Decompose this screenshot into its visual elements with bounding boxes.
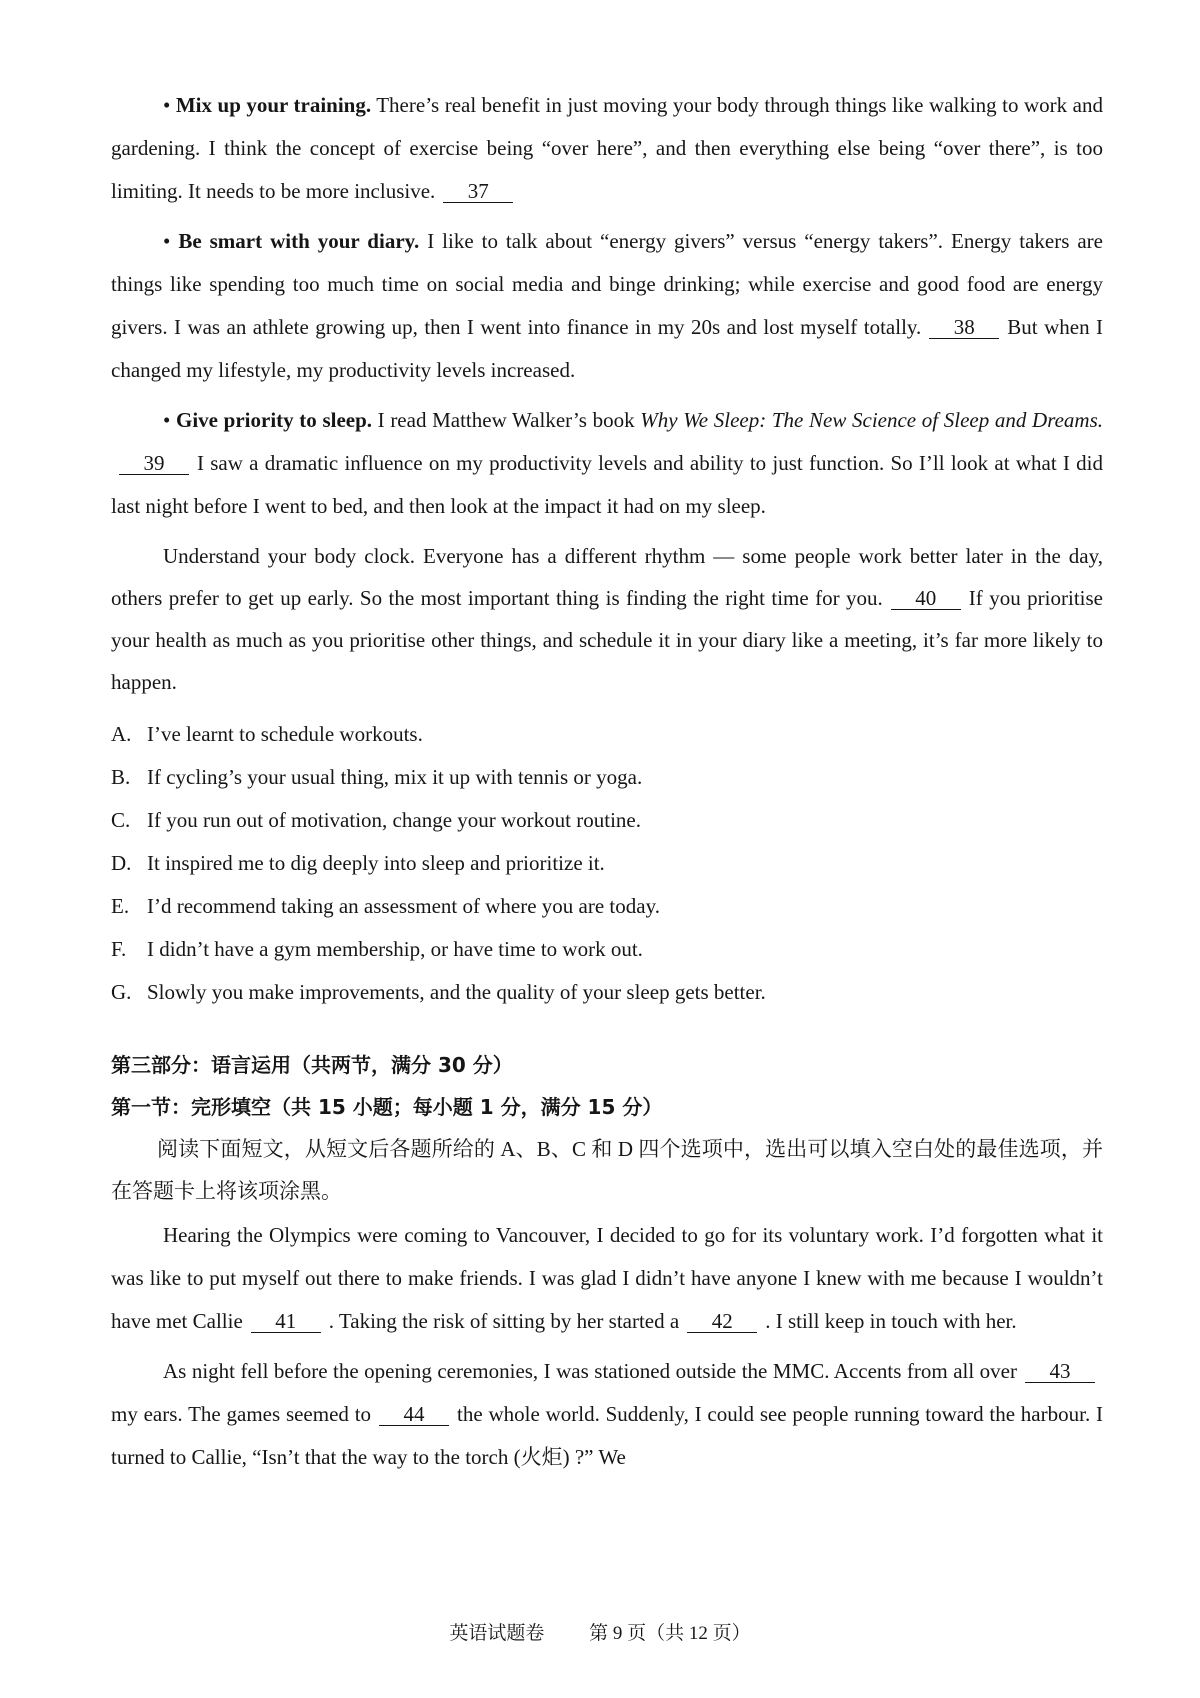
blank-41[interactable]: 41 (251, 1310, 321, 1333)
cloze-paragraph-1 (111, 1214, 1103, 1343)
paragraph-text: There’s real benefit in just moving your body through things like walking to work and gardening. I think the concept of exercise being “over here”, and then everything else being “over there”, is too limiting. It needs to be more inclusive. (111, 93, 1103, 203)
option-text: I’d recommend taking an assessment of where you are today. (147, 894, 660, 918)
blank-43[interactable]: 43 (1025, 1360, 1095, 1383)
bullet-heading-mix: Mix up your training. (175, 93, 372, 117)
paragraph-text: I saw a dramatic influence on my productivity levels and ability to just function. So I’ll look at what I did last night before I went to bed, and then look at the impact it had on my sleep. (111, 451, 1103, 518)
option-item[interactable] (111, 799, 1103, 842)
option-item[interactable] (111, 842, 1103, 885)
part3-title: 第三部分：语言运用（共两节，满分 30 分） (111, 1053, 513, 1077)
book-title: Why We Sleep: The New Science of Sleep and Dreams. (640, 408, 1104, 432)
option-text: If you run out of motivation, change your workout routine. (147, 808, 641, 832)
option-item[interactable] (111, 713, 1103, 756)
cloze-text: my ears. The games seemed to (111, 1402, 372, 1426)
section1-title: 第一节：完形填空（共 15 小题；每小题 1 分，满分 15 分） (111, 1095, 663, 1119)
option-text: If cycling’s your usual thing, mix it up with tennis or yoga. (147, 765, 643, 789)
option-item[interactable] (111, 885, 1103, 928)
blank-42[interactable]: 42 (687, 1310, 757, 1333)
option-item[interactable] (111, 928, 1103, 971)
bullet-heading-sleep: Give priority to sleep. (176, 408, 373, 432)
paragraph-text: I like to talk about “energy givers” versus “energy takers”. Energy takers are things like spending too much time on social media and binge drinking; while exercise and good food are energy givers. I was an athlete growing up, then I went into finance in my 20s and lost myself totally. (111, 229, 1103, 339)
option-item[interactable] (111, 756, 1103, 799)
footer-page-number: 第 9 页（共 12 页） (589, 1623, 751, 1644)
cloze-text: Hearing the Olympics were coming to Vancouver, I decided to go for its voluntary work. I’d forgotten what it was like to put myself out there to make friends. I was glad I didn’t have anyone I knew with me because I wouldn’t have met Callie (111, 1223, 1103, 1333)
footer-subject: 英语试题卷 (449, 1623, 545, 1644)
paragraph-text: I read Matthew Walker’s book (377, 408, 635, 432)
paragraph-priority-sleep: • Give priority to sleep. I read Matthew Walker’s book Why We Sleep: The New Science of Sleep and Dreams.39 I saw a dramatic influence on my productivity levels and ability to just function. So I’ll look at what I did last night before I went to bed, and then look at the impact it had on my sleep. (111, 408, 1104, 518)
option-letter: E. (111, 894, 130, 918)
paragraph-body-clock (111, 535, 1103, 703)
paragraph-mix-up-training: • Mix up your training. There’s real benefit in just moving your body through things like walking to work and gardening. I think the concept of exercise being “over here”, and then everything else being “over there”, is too limiting. It needs to be more inclusive. 37 (111, 93, 1103, 203)
cloze-text: . I still keep in touch with her. (765, 1309, 1017, 1333)
option-letter: B. (111, 765, 131, 789)
page-content (111, 84, 1103, 1486)
option-text: Slowly you make improvements, and the quality of your sleep gets better. (147, 980, 766, 1004)
option-text: I’ve learnt to schedule workouts. (147, 722, 423, 746)
option-text: It inspired me to dig deeply into sleep and prioritize it. (147, 851, 605, 875)
cloze-text: . Taking the risk of sitting by her started a (328, 1309, 680, 1333)
blank-38[interactable]: 38 (929, 316, 999, 339)
option-letter: D. (111, 851, 132, 875)
option-letter: A. (111, 722, 132, 746)
option-text: I didn’t have a gym membership, or have time to work out. (147, 937, 643, 961)
page-footer (0, 1621, 1200, 1647)
blank-39[interactable]: 39 (119, 452, 189, 475)
answer-options-list (111, 713, 1103, 1014)
paragraph-text: If you prioritise your health as much as you prioritise other things, and schedule it in your diary like a meeting, it’s far more likely to happen. (111, 586, 1103, 694)
blank-40[interactable]: 40 (891, 587, 961, 610)
paragraph-text: Understand your body clock. Everyone has a different rhythm — some people work better later in the day, others prefer to get up early. So the most important thing is finding the right time for you. (111, 544, 1103, 610)
paragraph-text: But when I changed my lifestyle, my productivity levels increased. (111, 315, 1103, 382)
option-letter: C. (111, 808, 131, 832)
section-instruction: 阅读下面短文，从短文后各题所给的 A、B、C 和 D 四个选项中，选出可以填入空白处的最佳选项，并在答题卡上将该项涂黑。 (111, 1137, 1103, 1203)
option-letter: G. (111, 980, 132, 1004)
bullet-heading-diary: Be smart with your diary. (178, 229, 420, 253)
option-item[interactable] (111, 971, 1103, 1014)
cloze-text: As night fell before the opening ceremonies, I was stationed outside the MMC. Accents from all over (163, 1359, 1017, 1383)
cloze-text: the whole world. Suddenly, I could see people running toward the harbour. I turned to Callie, “Isn’t that the way to the torch (火炬) ?” We (111, 1402, 1103, 1469)
option-letter: F. (111, 937, 127, 961)
blank-37[interactable]: 37 (443, 180, 513, 203)
paragraph-smart-diary: • Be smart with your diary. I like to talk about “energy givers” versus “energy takers”. Energy takers are things like spending too much time on social media and binge drinking; while exercise and good food are energy givers. I was an athlete growing up, then I went into finance in my 20s and lost myself totally. 38 But when I changed my lifestyle, my productivity levels increased. (111, 229, 1103, 382)
blank-44[interactable]: 44 (379, 1403, 449, 1426)
cloze-paragraph-2 (111, 1350, 1103, 1479)
